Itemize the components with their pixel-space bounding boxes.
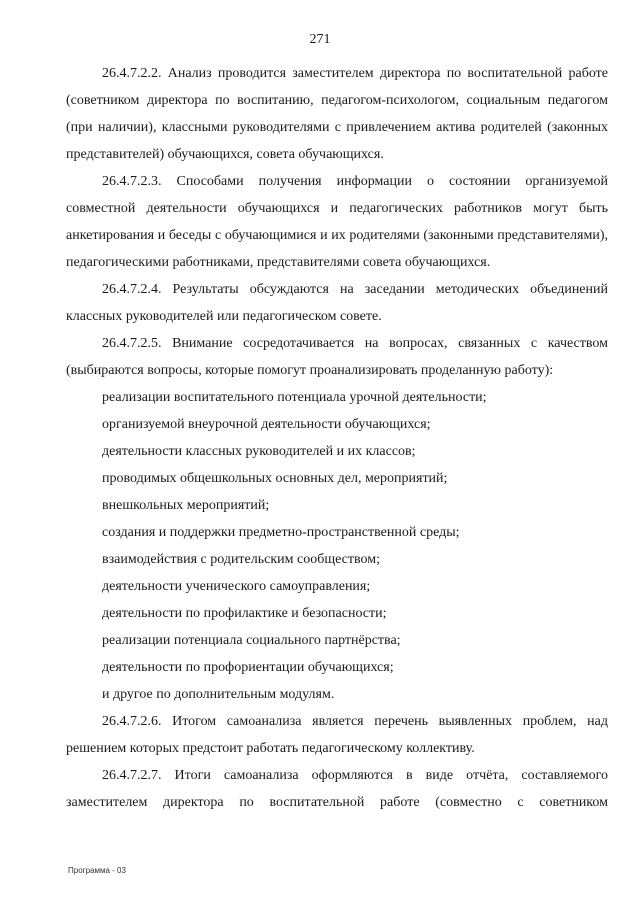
quality-list xyxy=(66,384,608,708)
footer-label: Программа - 03 xyxy=(68,866,126,875)
list-item: деятельности по профориентации обучающихся; xyxy=(102,660,394,675)
list-item: взаимодействия с родительским сообществом; xyxy=(102,552,381,567)
list-item: внешкольных мероприятий; xyxy=(102,498,270,513)
list-item: проводимых общешкольных основных дел, мероприятий; xyxy=(102,471,448,486)
document-body xyxy=(66,60,608,816)
paragraph-26-4-7-2-7: 26.4.7.2.7. Итоги самоанализа оформляются в виде отчёта, составляемого заместителем директора по воспитательной работе (совместно с советником xyxy=(66,768,608,810)
paragraph-26-4-7-2-4: 26.4.7.2.4. Результаты обсуждаются на заседании методических объединений классных руководителей или педагогическом совете. xyxy=(66,282,608,324)
list-item: деятельности классных руководителей и их классов; xyxy=(102,444,416,459)
page-number: 271 xyxy=(309,32,331,47)
list-item: реализации потенциала социального партнёрства; xyxy=(102,633,401,648)
paragraph-26-4-7-2-3: 26.4.7.2.3. Способами получения информации о состоянии организуемой совместной деятельности обучающихся и педагогических работников могут быть анкетирования и беседы с обучающимися и их родителями (законными представителями), педагогическими работниками, представителями совета обучающихся. xyxy=(66,174,608,270)
list-item: реализации воспитательного потенциала урочной деятельности; xyxy=(102,390,487,405)
list-item: деятельности ученического самоуправления; xyxy=(102,579,371,594)
list-item: деятельности по профилактике и безопасности; xyxy=(102,606,387,621)
paragraph-26-4-7-2-6: 26.4.7.2.6. Итогом самоанализа является перечень выявленных проблем, над решением которых предстоит работать педагогическому коллективу. xyxy=(66,714,608,756)
list-item: создания и поддержки предметно-пространственной среды; xyxy=(102,525,460,540)
paragraph-26-4-7-2-2: 26.4.7.2.2. Анализ проводится заместителем директора по воспитательной работе (советником директора по воспитанию, педагогом-психологом, социальным педагогом (при наличии), классными руководителями с привлечением актива родителей (законных представителей) обучающихся, совета обучающихся. xyxy=(66,66,608,162)
paragraph-26-4-7-2-5: 26.4.7.2.5. Внимание сосредотачивается на вопросах, связанных с качеством (выбираются вопросы, которые помогут проанализировать проделанную работу): xyxy=(66,336,608,378)
list-item: и другое по дополнительным модулям. xyxy=(102,687,335,702)
list-item: организуемой внеурочной деятельности обучающихся; xyxy=(102,417,431,432)
